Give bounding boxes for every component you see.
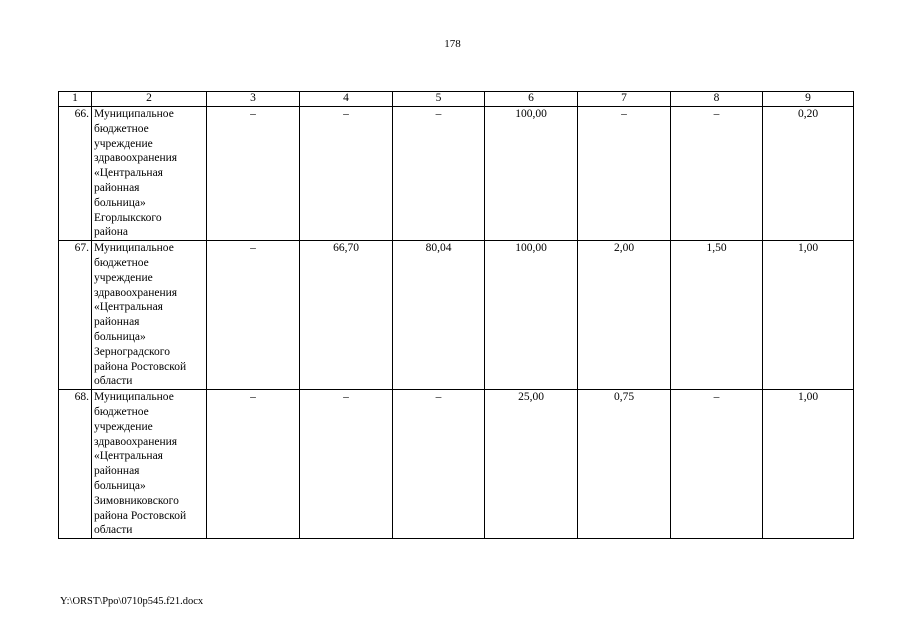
table-cell: 0,75	[578, 390, 671, 539]
column-header: 6	[485, 92, 578, 107]
table-cell: 100,00	[485, 241, 578, 390]
name-line: здравоохранения	[94, 152, 178, 165]
footer-file-path: Y:\ORST\Ppo\0710p545.f21.docx	[60, 596, 204, 607]
table-cell: –	[671, 390, 763, 539]
name-line: бюджетное	[94, 405, 149, 418]
column-header: 8	[671, 92, 763, 107]
table-cell: –	[671, 107, 763, 241]
table-cell: 1,50	[671, 241, 763, 390]
table-cell: –	[393, 107, 485, 241]
name-line: Егорлыкского	[94, 211, 162, 224]
table-row	[59, 107, 854, 241]
table-cell: 100,00	[485, 107, 578, 241]
table-cell: –	[207, 107, 300, 241]
table-cell: 25,00	[485, 390, 578, 539]
name-line: районная	[94, 181, 140, 194]
column-header: 4	[300, 92, 393, 107]
table-cell: –	[207, 390, 300, 539]
name-line: учреждение	[94, 137, 153, 150]
name-line: «Центральная	[94, 167, 163, 180]
table-cell: –	[207, 241, 300, 390]
name-line: «Центральная	[94, 450, 163, 463]
name-line: Зерноградского	[94, 345, 170, 358]
name-line: бюджетное	[94, 122, 149, 135]
table-cell: 66,70	[300, 241, 393, 390]
row-number: 66.	[59, 107, 92, 241]
name-line: района	[94, 226, 129, 239]
table-cell: 2,00	[578, 241, 671, 390]
row-number: 67.	[59, 241, 92, 390]
row-number: 68.	[59, 390, 92, 539]
name-line: учреждение	[94, 420, 153, 433]
institution-name	[92, 107, 207, 241]
name-line: учреждение	[94, 271, 153, 284]
table-cell: 80,04	[393, 241, 485, 390]
table-cell: –	[300, 107, 393, 241]
name-line: здравоохранения	[94, 435, 178, 448]
table-cell: 0,20	[763, 107, 854, 241]
name-line: «Центральная	[94, 301, 163, 314]
table-cell: –	[300, 390, 393, 539]
header-row	[59, 92, 854, 107]
column-header: 9	[763, 92, 854, 107]
name-line: Зимовниковского	[94, 494, 179, 507]
name-line: Муниципальное	[94, 391, 174, 404]
name-line: районная	[94, 316, 140, 329]
column-header: 7	[578, 92, 671, 107]
name-line: области	[94, 524, 133, 537]
name-line: районная	[94, 465, 140, 478]
table-cell: –	[393, 390, 485, 539]
name-line: больница»	[94, 479, 146, 492]
name-line: Муниципальное	[94, 108, 174, 120]
column-header: 2	[92, 92, 207, 107]
name-line: района Ростовской	[94, 360, 187, 373]
name-line: области	[94, 375, 133, 388]
institution-name	[92, 390, 207, 539]
column-header: 1	[59, 92, 92, 107]
table-cell: –	[578, 107, 671, 241]
table-row	[59, 390, 854, 539]
page-number: 178	[444, 38, 461, 50]
column-header: 5	[393, 92, 485, 107]
column-header: 3	[207, 92, 300, 107]
institution-name	[92, 241, 207, 390]
name-line: бюджетное	[94, 256, 149, 269]
name-line: больница»	[94, 196, 146, 209]
table-cell: 1,00	[763, 390, 854, 539]
name-line: больница»	[94, 330, 146, 343]
table-cell: 1,00	[763, 241, 854, 390]
data-table	[58, 91, 854, 539]
name-line: района Ростовской	[94, 509, 187, 522]
name-line: Муниципальное	[94, 242, 174, 255]
table-row	[59, 241, 854, 390]
name-line: здравоохранения	[94, 286, 178, 299]
